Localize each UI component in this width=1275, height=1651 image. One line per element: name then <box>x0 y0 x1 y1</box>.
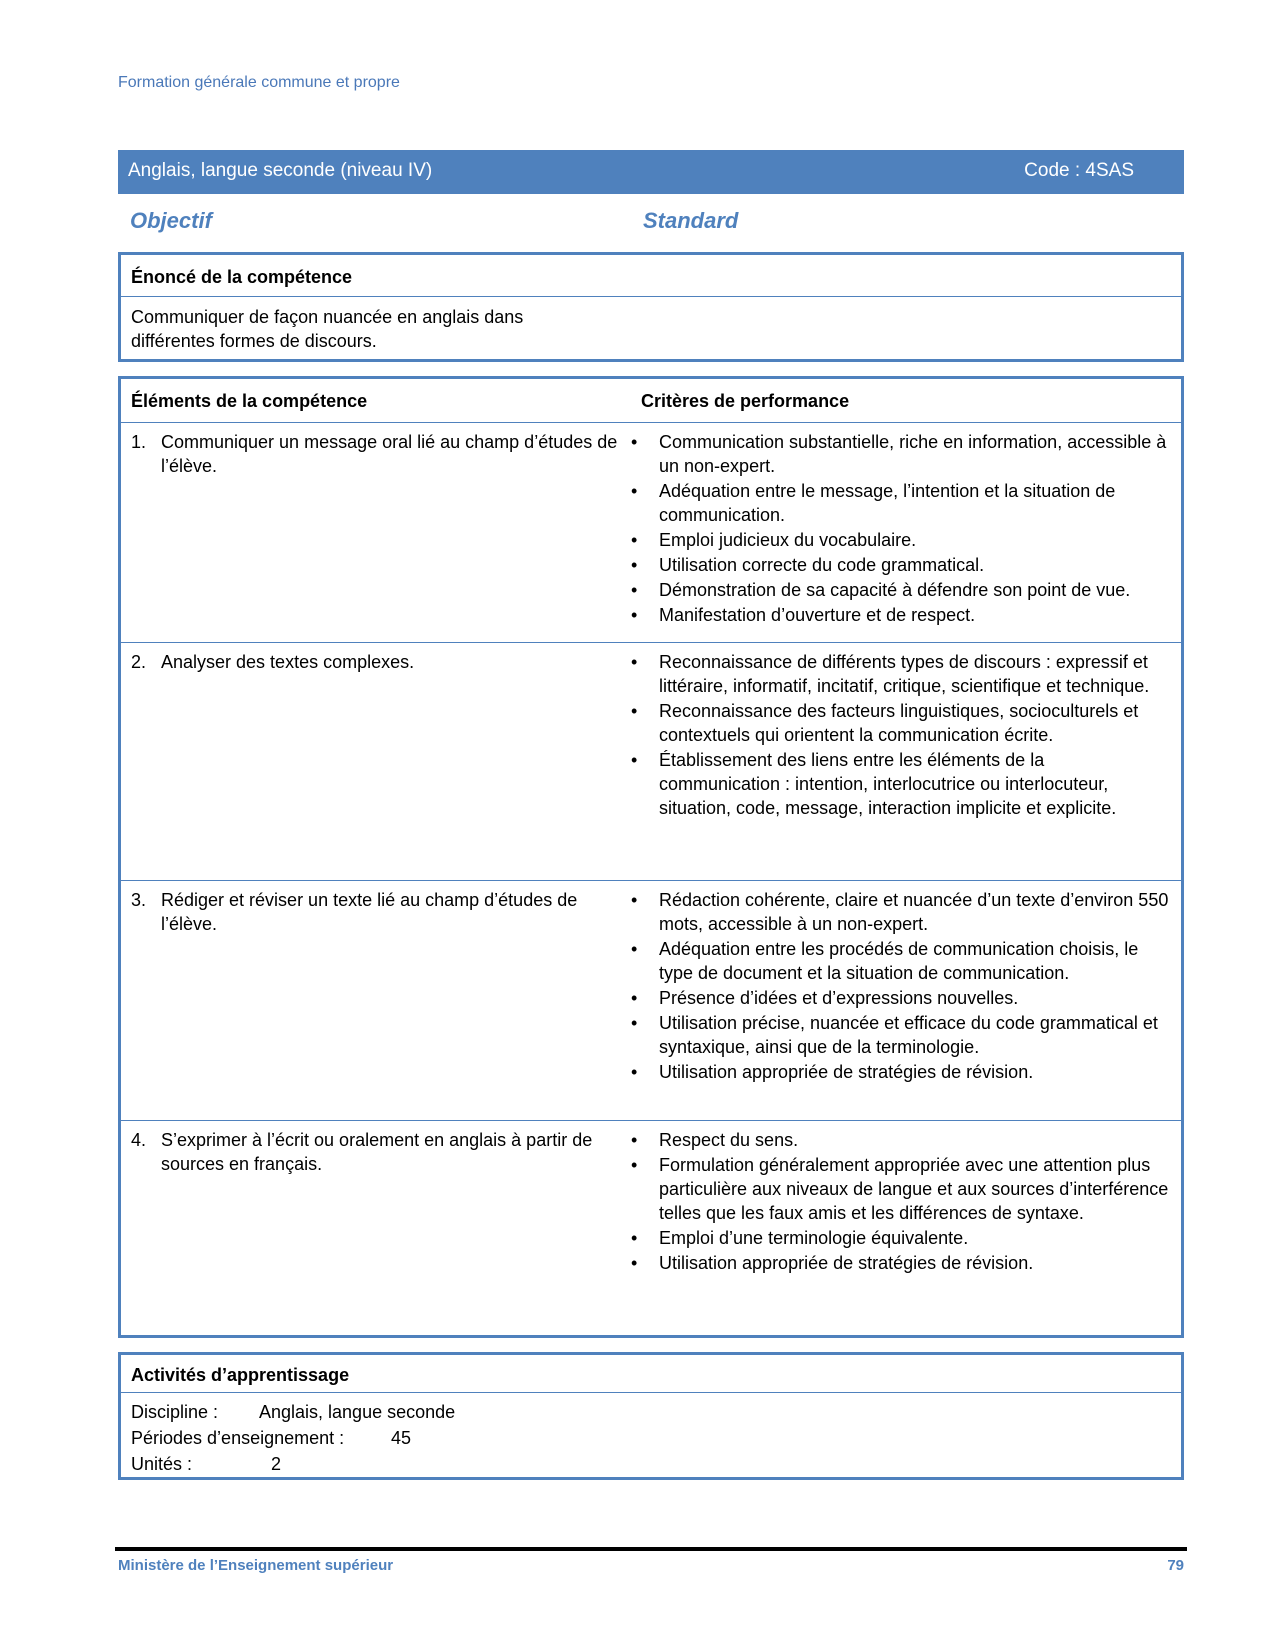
criterion-item: • Adéquation entre le message, l’intention et la situation de communication. <box>631 479 1169 527</box>
criteria-heading: Critères de performance <box>641 391 850 411</box>
criteria-cell <box>631 881 1181 1120</box>
element-number: 2. <box>131 652 147 672</box>
criterion-item: • Présence d’idées et d’expressions nouvelles. <box>631 986 1169 1010</box>
course-title: Anglais, langue seconde (niveau IV) <box>128 160 433 181</box>
activites-details <box>121 1393 1181 1477</box>
element-row <box>121 643 1181 881</box>
unites-value: 2 <box>271 1454 282 1474</box>
activites-heading: Activités d’apprentissage <box>121 1355 1181 1393</box>
element-row <box>121 1121 1181 1337</box>
element-cell <box>121 881 631 1120</box>
enonce-text: Communiquer de façon nuancée en anglais dans différentes formes de discours. <box>131 307 524 351</box>
criterion-item: • Emploi judicieux du vocabulaire. <box>631 528 1169 552</box>
criterion-item: • Utilisation appropriée de stratégies de révision. <box>631 1060 1169 1084</box>
elements-table-header <box>121 379 1181 423</box>
criterion-item: • Démonstration de sa capacité à défendre son point de vue. <box>631 578 1169 602</box>
discipline-value: Anglais, langue seconde <box>259 1402 456 1422</box>
element-text: Analyser des textes complexes. <box>161 652 415 672</box>
standard-heading: Standard <box>643 208 739 233</box>
element-number: 1. <box>131 432 147 452</box>
criterion-item: • Rédaction cohérente, claire et nuancée d’un texte d’environ 550 mots, accessible à un non-expert. <box>631 888 1169 936</box>
footer-ministry: Ministère de l’Enseignement supérieur <box>118 1557 394 1574</box>
enonce-heading: Énoncé de la compétence <box>121 255 1181 297</box>
objective-standard-row <box>130 208 1170 234</box>
criterion-item: • Utilisation appropriée de stratégies de révision. <box>631 1251 1169 1275</box>
criterion-item: • Adéquation entre les procédés de communication choisis, le type de document et la situation de communication. <box>631 937 1169 985</box>
enonce-box <box>118 252 1184 362</box>
element-row <box>121 423 1181 643</box>
element-text: Communiquer un message oral lié au champ d’études de l’élève. <box>161 432 618 476</box>
criterion-item: • Formulation généralement appropriée avec une attention plus particulière aux niveaux de langue et aux sources d’interférence telles que les faux amis et les différences de syntaxe. <box>631 1153 1169 1225</box>
element-cell <box>121 643 631 880</box>
criterion-item: • Reconnaissance des facteurs linguistiques, socioculturels et contextuels qui orientent la communication écrite. <box>631 699 1169 747</box>
page-footer <box>118 1557 1184 1574</box>
criteria-list <box>631 650 1169 820</box>
element-text: Rédiger et réviser un texte lié au champ d’études de l’élève. <box>161 890 578 934</box>
elements-table <box>118 376 1184 1338</box>
element-cell <box>121 1121 631 1337</box>
periodes-value: 45 <box>391 1428 412 1448</box>
elements-rows <box>121 423 1181 1337</box>
periodes-label: Périodes d’enseignement : <box>131 1428 345 1448</box>
course-code: Code : 4SAS <box>1024 160 1134 181</box>
criterion-item: • Emploi d’une terminologie équivalente. <box>631 1226 1169 1250</box>
criteria-list <box>631 888 1169 1084</box>
activites-box <box>118 1352 1184 1480</box>
course-title-bar <box>118 150 1184 194</box>
element-cell <box>121 423 631 642</box>
page-number: 79 <box>1167 1557 1184 1574</box>
criterion-item: • Utilisation correcte du code grammatical. <box>631 553 1169 577</box>
element-text: S’exprimer à l’écrit ou oralement en anglais à partir de sources en français. <box>161 1130 593 1174</box>
criteria-list <box>631 430 1169 627</box>
discipline-line <box>121 1399 1181 1425</box>
criterion-item: • Reconnaissance de différents types de discours : expressif et littéraire, informatif, incitatif, critique, scientifique et technique. <box>631 650 1169 698</box>
unites-label: Unités : <box>131 1454 193 1474</box>
unites-line <box>121 1451 1181 1477</box>
element-row <box>121 881 1181 1121</box>
criterion-item: • Communication substantielle, riche en information, accessible à un non-expert. <box>631 430 1169 478</box>
footer-rule <box>115 1547 1187 1551</box>
criterion-item: • Utilisation précise, nuancée et efficace du code grammatical et syntaxique, ainsi que de la terminologie. <box>631 1011 1169 1059</box>
discipline-label: Discipline : <box>131 1402 219 1422</box>
element-number: 4. <box>131 1130 147 1150</box>
running-header: Formation générale commune et propre <box>118 74 400 91</box>
criterion-item: • Respect du sens. <box>631 1128 1169 1152</box>
periodes-line <box>121 1425 1181 1451</box>
criteria-cell <box>631 1121 1181 1337</box>
criterion-item: • Établissement des liens entre les éléments de la communication : intention, interlocutrice ou interlocuteur, situation, code, message, interaction implicite et explicite. <box>631 748 1169 820</box>
criteria-list <box>631 1128 1169 1275</box>
elements-heading: Éléments de la compétence <box>131 391 368 411</box>
criteria-cell <box>631 423 1181 642</box>
element-number: 3. <box>131 890 147 910</box>
criteria-cell <box>631 643 1181 880</box>
objectif-heading: Objectif <box>130 208 212 233</box>
criterion-item: • Manifestation d’ouverture et de respect. <box>631 603 1169 627</box>
